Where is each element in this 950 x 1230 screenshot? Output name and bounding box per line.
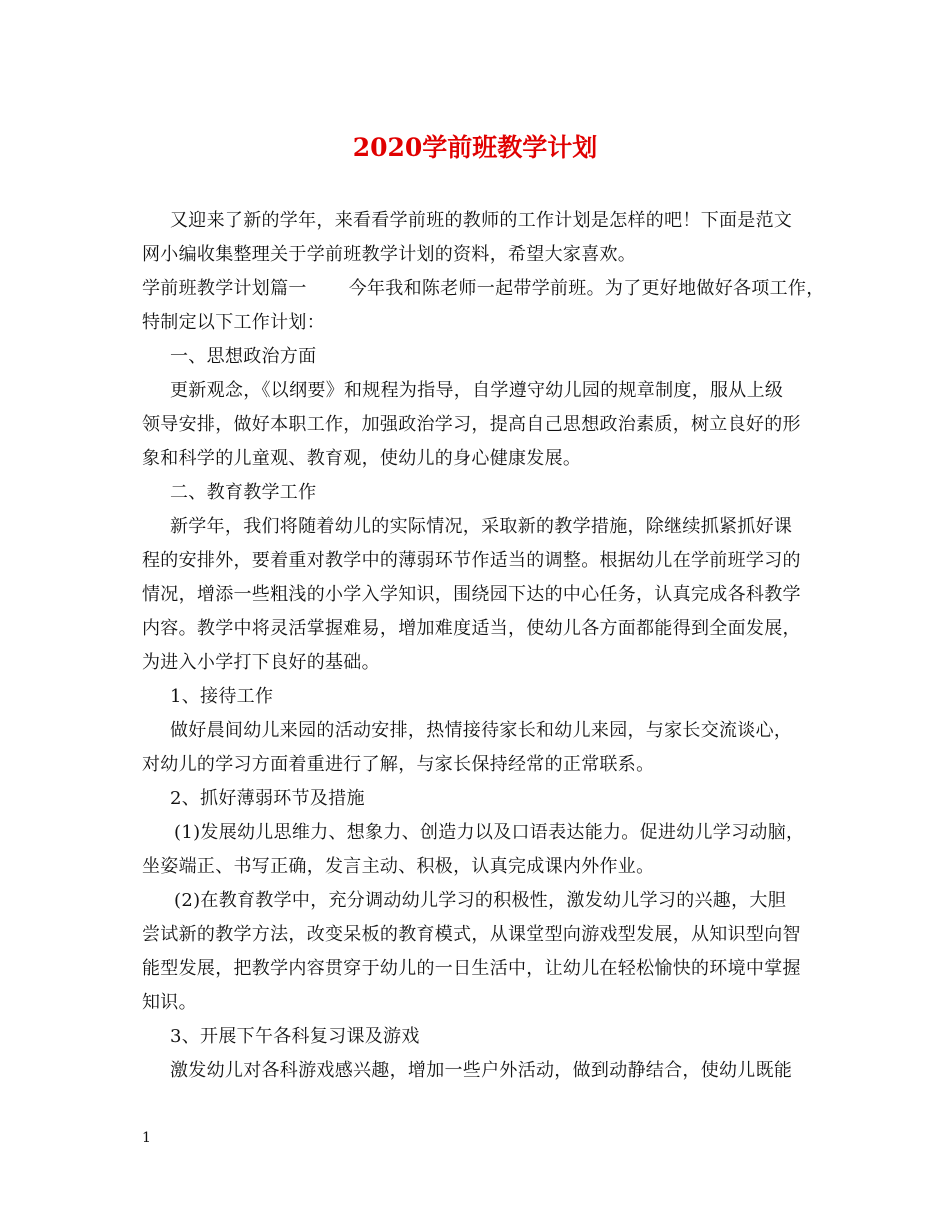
paragraph-line: 尝试新的教学方法，改变呆板的教育模式，从课堂型向游戏型发展，从知识型向智 (142, 924, 801, 945)
paragraph-line: 象和科学的儿童观、教育观，使幼儿的身心健康发展。 (142, 448, 582, 469)
paragraph-line: 坐姿端正、书写正确，发言主动、积极，认真完成课内外作业。 (142, 856, 655, 877)
subsection-heading: 1、接待工作 (170, 686, 274, 707)
paragraph-line: 网小编收集整理关于学前班教学计划的资料，希望大家喜欢。 (142, 244, 637, 265)
page-number: 1 (142, 1130, 151, 1146)
paragraph-line: 为进入小学打下良好的基础。 (142, 652, 380, 673)
document-body (142, 204, 825, 1088)
paragraph-line: 对幼儿的学习方面着重进行了解，与家长保持经常的正常联系。 (142, 754, 655, 775)
subsection-heading: 3、开展下午各科复习课及游戏 (170, 1026, 420, 1047)
paragraph-line: (1)发展幼儿思维力、想象力、创造力以及口语表达能力。促进幼儿学习动脑， (174, 822, 805, 843)
paragraph-line: 激发幼儿对各科游戏感兴趣，增加一些户外活动，做到动静结合，使幼儿既能 (170, 1060, 793, 1081)
paragraph-line: 领导安排，做好本职工作，加强政治学习，提高自己思想政治素质，树立良好的形 (142, 414, 801, 435)
paragraph-line: 又迎来了新的学年，来看看学前班的教师的工作计划是怎样的吧！下面是范文 (170, 210, 793, 231)
document-title: 2020学前班教学计划 (352, 133, 598, 162)
subsection-heading: 2、抓好薄弱环节及措施 (170, 788, 365, 809)
paragraph-line: 新学年，我们将随着幼儿的实际情况，采取新的教学措施，除继续抓紧抓好课 (170, 516, 793, 537)
paragraph-line: 内容。教学中将灵活掌握难易，增加难度适当，使幼儿各方面都能得到全面发展， (142, 618, 801, 639)
paragraph-line: 特制定以下工作计划： (142, 312, 325, 333)
section-heading-line (142, 272, 825, 306)
section-heading: 一、思想政治方面 (170, 346, 317, 367)
paragraph-line: 程的安排外，要着重对教学中的薄弱环节作适当的调整。根据幼儿在学前班学习的 (142, 550, 801, 571)
paragraph-line: 情况，增添一些粗浅的小学入学知识，围绕园下达的中心任务，认真完成各科教学 (142, 584, 801, 605)
paragraph-line: 更新观念，《以纲要》和规程为指导，自学遵守幼儿园的规章制度，服从上级 (170, 380, 784, 401)
paragraph-line: 能型发展，把教学内容贯穿于幼儿的一日生活中，让幼儿在轻松愉快的环境中掌握 (142, 958, 801, 979)
paragraph-line: 做好晨间幼儿来园的活动安排，热情接待家长和幼儿来园，与家长交流谈心， (170, 720, 793, 741)
section-heading: 二、教育教学工作 (170, 482, 317, 503)
paragraph-line: 今年我和陈老师一起带学前班。为了更好地做好各项工作， (348, 278, 825, 299)
section-title: 学前班教学计划篇一 (142, 278, 307, 299)
paragraph-line: 知识。 (142, 992, 197, 1013)
paragraph-line: (2)在教育教学中，充分调动幼儿学习的积极性，激发幼儿学习的兴趣，大胆 (174, 890, 786, 911)
